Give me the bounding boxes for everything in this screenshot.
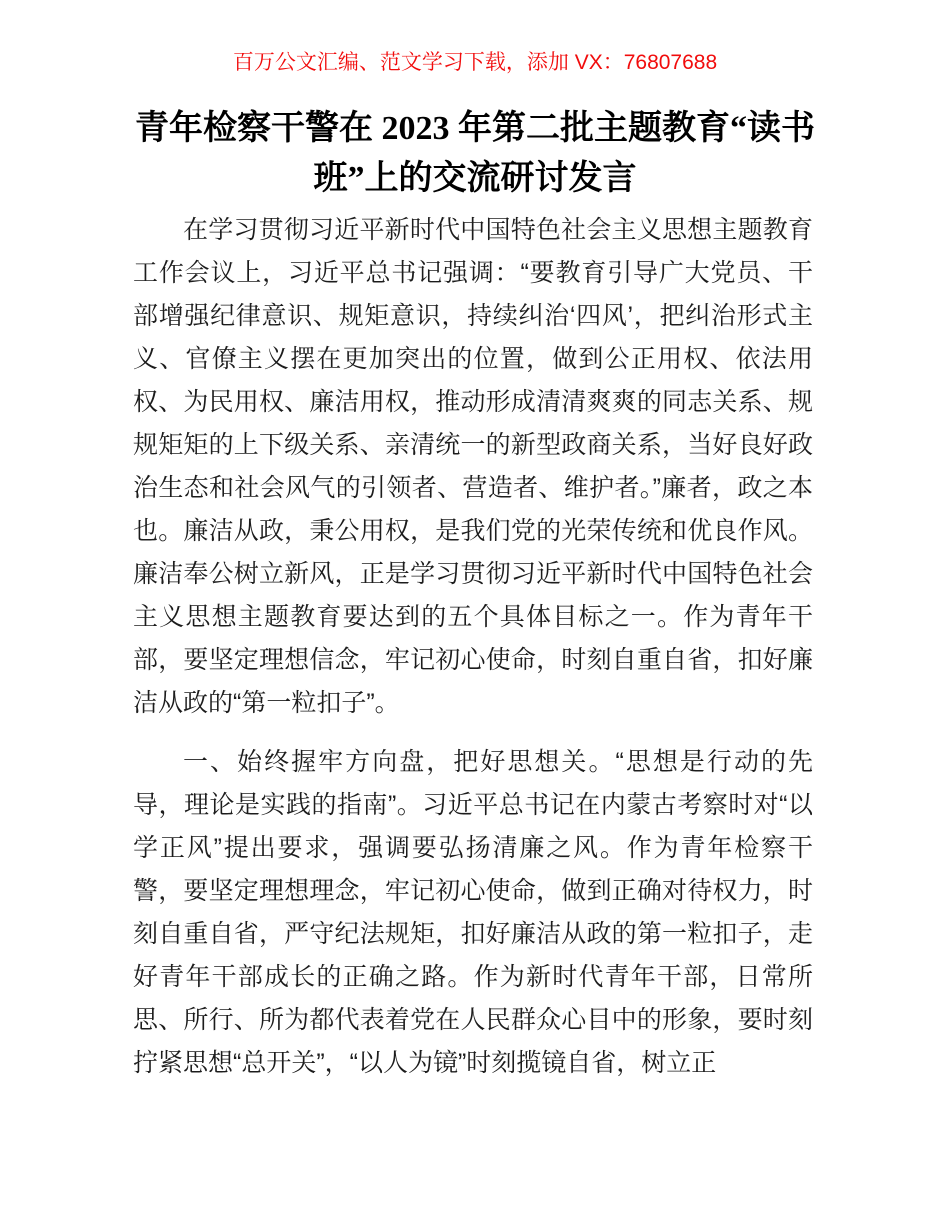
document-body (133, 209, 813, 1085)
body-paragraph-2: 一、始终握牢方向盘，把好思想关。“思想是行动的先导，理论是实践的指南”。习近平总书记在内蒙古考察时对“以学正风”提出要求，强调要弘扬清廉之风。作为青年检察干警，要坚定理想理念，牢记初心使命，做到正确对待权力，时刻自重自省，严守纪法规矩，扣好廉洁从政的第一粒扣子，走好青年干部成长的正确之路。作为新时代青年干部，日常所思、所行、所为都代表着党在人民群众心目中的形象，要时刻拧紧思想“总开关”，“以人为镜”时刻揽镜自省，树立正 (133, 748, 813, 1077)
body-paragraph-1: 在学习贯彻习近平新时代中国特色社会主义思想主题教育工作会议上，习近平总书记强调：“要教育引导广大党员、干部增强纪律意识、规矩意识，持续纠治‘四风’，把纠治形式主义、官僚主义摆在更加突出的位置，做到公正用权、依法用权、为民用权、廉洁用权，推动形成清清爽爽的同志关系、规规矩矩的上下级关系、亲清统一的新型政商关系，当好良好政治生态和社会风气的引领者、营造者、维护者。”廉者，政之本也。廉洁从政，秉公用权，是我们党的光荣传统和优良作风。廉洁奉公树立新风，正是学习贯彻习近平新时代中国特色社会主义思想主题教育要达到的五个具体目标之一。作为青年干部，要坚定理想信念，牢记初心使命，时刻自重自省，扣好廉洁从政的“第一粒扣子”。 (133, 216, 813, 717)
promo-banner: 百万公文汇编、范文学习下载，添加 VX：76807688 (232, 51, 718, 74)
document-title: 青年检察干警在 2023 年第二批主题教育“读书班”上的交流研讨发言 (135, 110, 815, 197)
